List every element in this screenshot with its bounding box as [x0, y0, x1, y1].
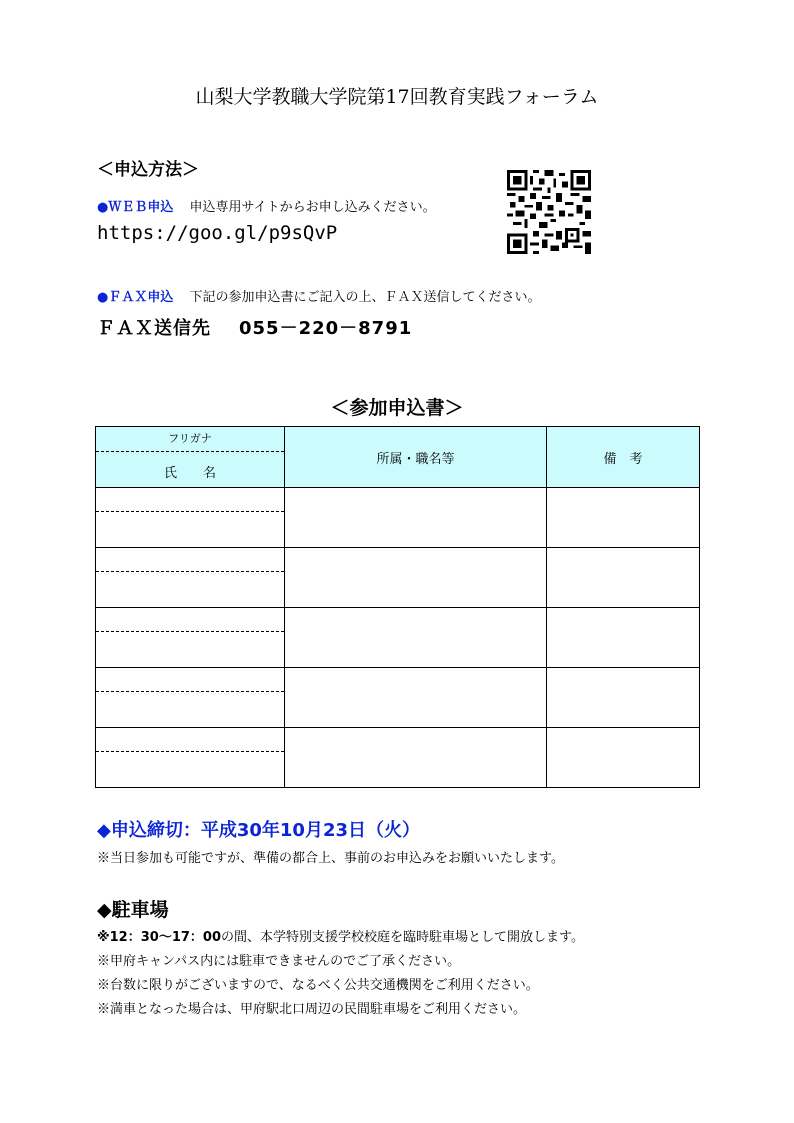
deadline-note: ※当日参加も可能ですが、準備の都合上、事前のお申込みをお願いいたします。	[97, 851, 564, 866]
furigana-divider	[96, 571, 284, 572]
parking-line-1	[97, 926, 584, 945]
affiliation-input-cell[interactable]	[285, 488, 547, 548]
web-apply-text: 申込専用サイトからお申し込みください。	[189, 200, 436, 215]
table-row	[96, 488, 700, 548]
name-input-cell[interactable]	[96, 728, 285, 788]
header-remarks: 備 考	[547, 427, 700, 488]
name-input-cell[interactable]	[96, 668, 285, 728]
affiliation-input-cell[interactable]	[285, 608, 547, 668]
parking-line-1-text: の間、本学特別支援学校校庭を臨時駐車場として開放します。	[221, 930, 584, 945]
fax-apply-line	[97, 286, 541, 305]
affiliation-input-cell[interactable]	[285, 728, 547, 788]
parking-time: ※12：30～17：00	[97, 930, 222, 945]
table-row	[96, 668, 700, 728]
parking-line-4: ※満車となった場合は、甲府駅北口周辺の民間駐車場をご利用ください。	[97, 1002, 527, 1017]
remarks-input-cell[interactable]	[547, 608, 700, 668]
fax-apply-text: 下記の参加申込書にご記入の上、ＦＡＸ送信してください。	[189, 290, 541, 305]
web-apply-label: ●ＷＥＢ申込	[97, 200, 174, 215]
form-title: ＜参加申込書＞	[330, 397, 464, 419]
fax-apply-label: ●ＦＡＸ申込	[97, 290, 174, 305]
furigana-divider	[96, 691, 284, 692]
page-title: 山梨大学教職大学院第17回教育実践フォーラム	[195, 86, 599, 108]
parking-line-3: ※台数に限りがございますので、なるべく公共交通機関をご利用ください。	[97, 978, 539, 993]
remarks-input-cell[interactable]	[547, 728, 700, 788]
affiliation-input-cell[interactable]	[285, 548, 547, 608]
application-form-table	[95, 426, 700, 788]
qr-code-icon[interactable]	[506, 170, 592, 254]
header-name: 氏 名	[163, 466, 216, 481]
header-affiliation: 所属・職名等	[285, 427, 547, 488]
web-apply-url[interactable]: https://goo.gl/p9sQvP	[97, 222, 338, 244]
table-row	[96, 608, 700, 668]
remarks-input-cell[interactable]	[547, 488, 700, 548]
form-header-row	[96, 427, 700, 488]
fax-number: 055－220－8791	[239, 318, 413, 339]
header-divider	[96, 451, 284, 452]
parking-heading: ◆駐車場	[97, 899, 169, 921]
parking-line-2: ※甲府キャンパス内には駐車できませんのでご了承ください。	[97, 954, 461, 969]
deadline-heading: ◆申込締切：平成30年10月23日（火）	[97, 820, 420, 841]
header-name-cell	[96, 427, 285, 488]
table-row	[96, 728, 700, 788]
method-heading: ＜申込方法＞	[97, 160, 199, 180]
table-row	[96, 548, 700, 608]
furigana-divider	[96, 631, 284, 632]
remarks-input-cell[interactable]	[547, 548, 700, 608]
web-apply-line	[97, 196, 436, 215]
furigana-divider	[96, 511, 284, 512]
name-input-cell[interactable]	[96, 548, 285, 608]
remarks-input-cell[interactable]	[547, 668, 700, 728]
fax-destination-label: ＦＡＸ送信先	[97, 318, 211, 339]
affiliation-input-cell[interactable]	[285, 668, 547, 728]
name-input-cell[interactable]	[96, 608, 285, 668]
furigana-divider	[96, 751, 284, 752]
name-input-cell[interactable]	[96, 488, 285, 548]
fax-destination	[97, 314, 412, 340]
header-furigana: フリガナ	[168, 432, 212, 445]
